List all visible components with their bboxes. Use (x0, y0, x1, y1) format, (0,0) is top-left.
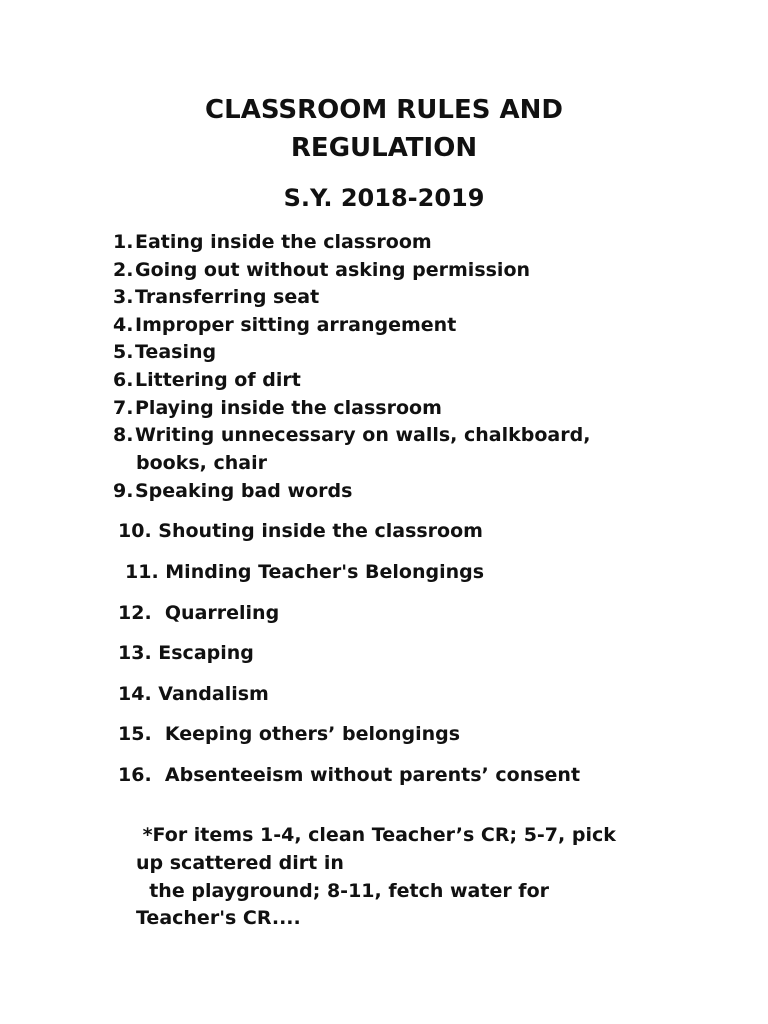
list-item: 13. Escaping (118, 642, 254, 664)
rule-number: 7. (113, 397, 134, 419)
rule-text: Writing unnecessary on walls, chalkboard, (135, 424, 591, 446)
document-title (0, 91, 768, 167)
list-item: 11. Minding Teacher's Belongings (125, 561, 485, 583)
list-item: 10. Shouting inside the classroom (118, 520, 483, 542)
rule-number: 5. (113, 341, 134, 363)
rule-number: 8. (113, 424, 134, 446)
list-item (113, 283, 319, 311)
list-item: 15. Keeping others’ belongings (118, 723, 461, 745)
school-year: S.Y. 2018-2019 (283, 184, 485, 212)
rule-text: Going out without asking permission (135, 259, 531, 281)
note-line: the playground; 8-11, fetch water for (136, 880, 549, 902)
list-item: 14. Vandalism (118, 683, 269, 705)
list-item: 12. Quarreling (118, 602, 280, 624)
note-line: *For items 1-4, clean Teacher’s CR; 5-7, pick (136, 824, 616, 846)
list-item: 16. Absenteeism without parents’ consent (118, 764, 581, 786)
list-item (113, 256, 530, 284)
rule-number: 2. (113, 259, 134, 281)
list-item (113, 477, 352, 505)
rule-number: 4. (113, 314, 134, 336)
rule-text: Transferring seat (135, 286, 320, 308)
list-item (113, 394, 442, 422)
rule-text: Littering of dirt (135, 369, 301, 391)
rule-text: Playing inside the classroom (135, 397, 442, 419)
list-item (113, 311, 456, 339)
note-line: Teacher's CR.... (136, 907, 301, 929)
rule-continuation: books, chair (136, 452, 267, 474)
rule-text: Improper sitting arrangement (135, 314, 457, 336)
rule-number: 1. (113, 231, 134, 253)
list-item (113, 338, 216, 366)
list-item (113, 228, 432, 256)
rule-number: 9. (113, 480, 134, 502)
title-line-1: CLASSROOM RULES AND (205, 95, 563, 125)
title-line-2: REGULATION (290, 133, 478, 163)
list-item (113, 366, 301, 394)
rule-number: 3. (113, 286, 134, 308)
rule-text: Teasing (135, 341, 217, 363)
rule-number: 6. (113, 369, 134, 391)
list-item (113, 421, 590, 449)
note-line: up scattered dirt in (136, 852, 344, 874)
rule-text: Eating inside the classroom (135, 231, 432, 253)
rule-text: Speaking bad words (135, 480, 353, 502)
